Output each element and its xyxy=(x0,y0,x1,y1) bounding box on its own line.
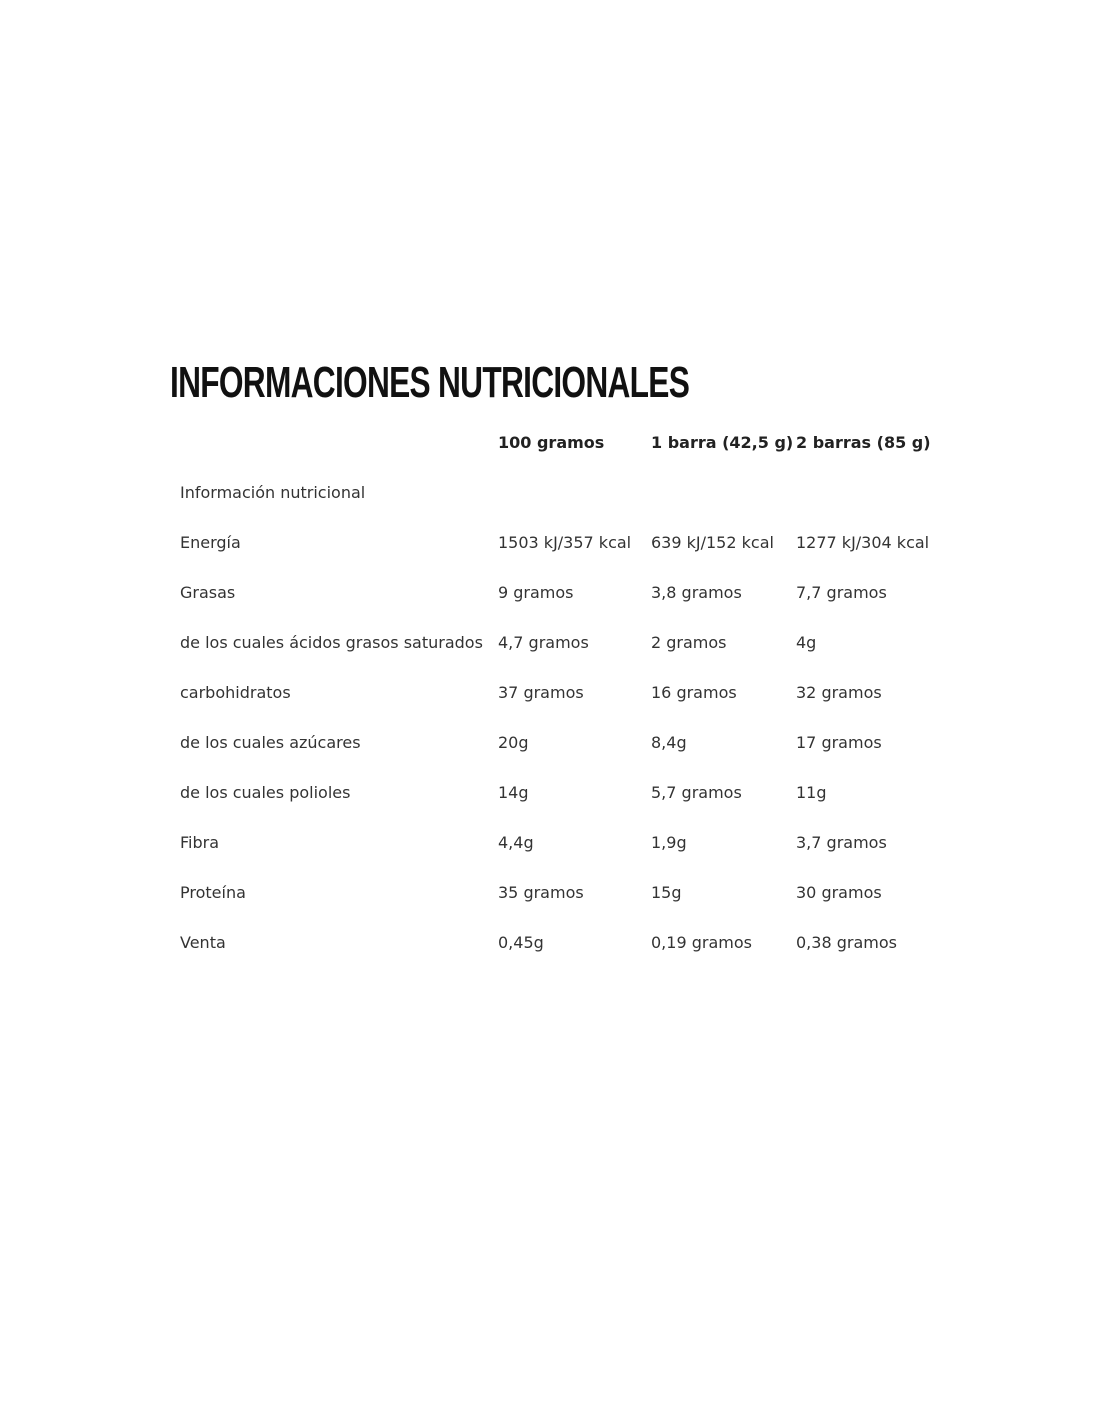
value-100g: 35 gramos xyxy=(498,883,584,902)
table-row xyxy=(180,829,940,879)
value-2-bars: 30 gramos xyxy=(796,883,882,902)
row-label: Venta xyxy=(180,933,226,952)
table-row xyxy=(180,879,940,929)
value-2-bars: 4g xyxy=(796,633,817,652)
section-title: INFORMACIONES NUTRICIONALES xyxy=(170,358,690,407)
value-100g: 0,45g xyxy=(498,933,544,952)
row-label: de los cuales ácidos grasos saturados xyxy=(180,633,483,652)
value-2-bars: 3,7 gramos xyxy=(796,833,887,852)
table-row xyxy=(180,629,940,679)
row-label: Proteína xyxy=(180,883,246,902)
value-1-bar: 0,19 gramos xyxy=(651,933,752,952)
table-row xyxy=(180,579,940,629)
row-label: Energía xyxy=(180,533,241,552)
table-row xyxy=(180,479,940,529)
row-label: carbohidratos xyxy=(180,683,291,702)
row-label: Información nutricional xyxy=(180,483,366,502)
value-100g xyxy=(498,479,651,529)
header-cell-1-bar: 1 barra (42,5 g) xyxy=(651,433,794,452)
row-label: Grasas xyxy=(180,583,236,602)
value-1-bar: 15g xyxy=(651,883,682,902)
value-2-bars: 7,7 gramos xyxy=(796,583,887,602)
value-2-bars: 1277 kJ/304 kcal xyxy=(796,533,930,552)
value-2-bars: 32 gramos xyxy=(796,683,882,702)
header-cell-empty xyxy=(180,429,498,479)
row-label: de los cuales azúcares xyxy=(180,733,361,752)
value-2-bars: 0,38 gramos xyxy=(796,933,897,952)
value-1-bar: 3,8 gramos xyxy=(651,583,742,602)
value-1-bar: 639 kJ/152 kcal xyxy=(651,533,774,552)
value-100g: 20g xyxy=(498,733,529,752)
nutrition-section xyxy=(170,355,950,952)
value-100g: 4,4g xyxy=(498,833,534,852)
header-cell-2-bars: 2 barras (85 g) xyxy=(796,433,931,452)
table-row xyxy=(180,729,940,779)
value-100g: 4,7 gramos xyxy=(498,633,589,652)
table-row xyxy=(180,679,940,729)
value-1-bar: 5,7 gramos xyxy=(651,783,742,802)
value-100g: 9 gramos xyxy=(498,583,574,602)
value-1-bar: 2 gramos xyxy=(651,633,727,652)
nutrition-table xyxy=(180,429,940,979)
value-100g: 14g xyxy=(498,783,529,802)
value-100g: 1503 kJ/357 kcal xyxy=(498,533,632,552)
value-1-bar: 16 gramos xyxy=(651,683,737,702)
value-2-bars: 17 gramos xyxy=(796,733,882,752)
value-1-bar: 1,9g xyxy=(651,833,687,852)
header-cell-100g: 100 gramos xyxy=(498,433,605,452)
table-row xyxy=(180,929,940,979)
value-2-bars: 11g xyxy=(796,783,827,802)
table-header-row xyxy=(180,429,940,479)
value-100g: 37 gramos xyxy=(498,683,584,702)
value-1-bar: 8,4g xyxy=(651,733,687,752)
value-1-bar xyxy=(651,479,796,529)
value-2-bars xyxy=(796,479,940,529)
row-label: Fibra xyxy=(180,833,220,852)
row-label: de los cuales polioles xyxy=(180,783,351,802)
table-row xyxy=(180,529,940,579)
table-row xyxy=(180,779,940,829)
